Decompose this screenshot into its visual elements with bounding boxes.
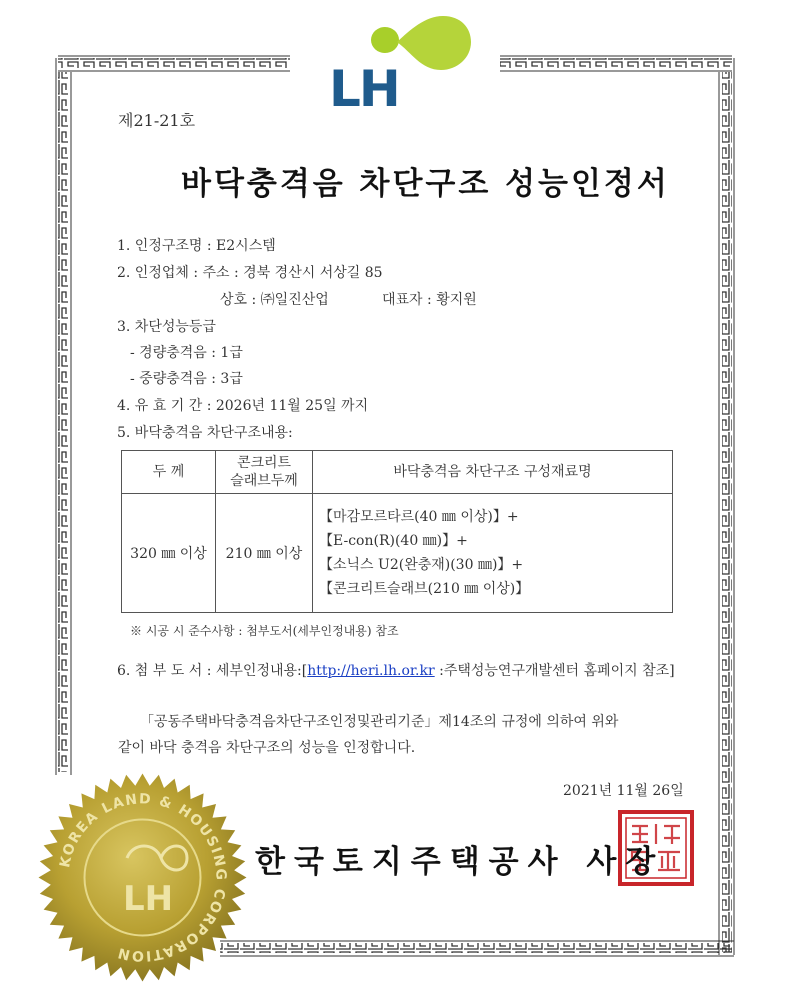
item-structure-name: 1. 인정구조명 : E2시스템 xyxy=(117,238,276,254)
item-light-impact: - 경량충격음 : 1급 xyxy=(130,345,243,361)
attachments-suffix: :주택성능연구개발센터 홈페이지 참조] xyxy=(434,663,675,679)
cell-materials xyxy=(313,494,673,613)
heri-link[interactable]: http://heri.lh.or.kr xyxy=(307,663,435,679)
header-slab-line1: 콘크리트 xyxy=(236,455,292,471)
seal-logo-text: LH xyxy=(123,879,174,919)
table-row xyxy=(122,494,673,613)
attachments-prefix: 6. 첨 부 도 서 : 세부인정내용:[ xyxy=(117,663,308,679)
doc-number: 제21-21호 xyxy=(118,111,196,130)
material-item: 【E-con(R)(40 ㎜)】+ xyxy=(319,533,468,549)
president-title: 한국토지주택공사 사장 xyxy=(255,844,665,880)
body-line-1: 「공동주택바닥충격음차단구조인정및관리기준」제14조의 규정에 의하여 위와 xyxy=(140,714,619,730)
structure-table xyxy=(121,450,673,613)
header-slab-line2: 슬래브두께 xyxy=(230,473,298,489)
item-heavy-impact: - 중량충격음 : 3급 xyxy=(130,371,243,387)
construction-note: ※ 시공 시 준수사항 : 첨부도서(세부인정내용) 참조 xyxy=(130,624,399,638)
material-item: 【소닉스 U2(완충재)(30 ㎜)】+ xyxy=(319,557,524,573)
item-company-rep: 대표자 : 황지원 xyxy=(382,292,477,308)
body-line-2: 같이 바닥 충격음 차단구조의 성능을 인정합니다. xyxy=(118,740,416,756)
page-title: 바닥충격음 차단구조 성능인정서 xyxy=(181,166,670,202)
seal-text: KOREA LAND & HOUSING CORPORATION xyxy=(57,791,229,964)
material-item: 【콘크리트슬래브(210 ㎜ 이상)】 xyxy=(319,581,530,597)
item-company-address: 2. 인정업체 : 주소 : 경북 경산시 서상길 85 xyxy=(117,265,383,281)
lh-logo xyxy=(325,8,475,118)
item-performance-grade: 3. 차단성능등급 xyxy=(117,319,216,335)
issue-date: 2021년 11월 26일 xyxy=(563,783,684,799)
cell-slab: 210 ㎜ 이상 xyxy=(216,494,313,613)
item-validity: 4. 유 효 기 간 : 2026년 11월 25일 까지 xyxy=(117,398,369,414)
item-structure-content: 5. 바닥충격음 차단구조내용: xyxy=(117,425,293,441)
lh-logo-text: LH xyxy=(329,60,399,118)
gold-seal xyxy=(35,770,250,985)
header-slab-thickness xyxy=(216,451,313,494)
header-thickness: 두 께 xyxy=(122,451,216,494)
material-item: 【마감모르타르(40 ㎜ 이상)】+ xyxy=(319,509,519,525)
table-header-row xyxy=(122,451,673,494)
cell-thickness: 320 ㎜ 이상 xyxy=(122,494,216,613)
header-materials: 바닥충격음 차단구조 구성재료명 xyxy=(313,451,673,494)
item-company-name: 상호 : ㈜일진산업 xyxy=(220,292,329,308)
item-attachments xyxy=(117,660,675,680)
